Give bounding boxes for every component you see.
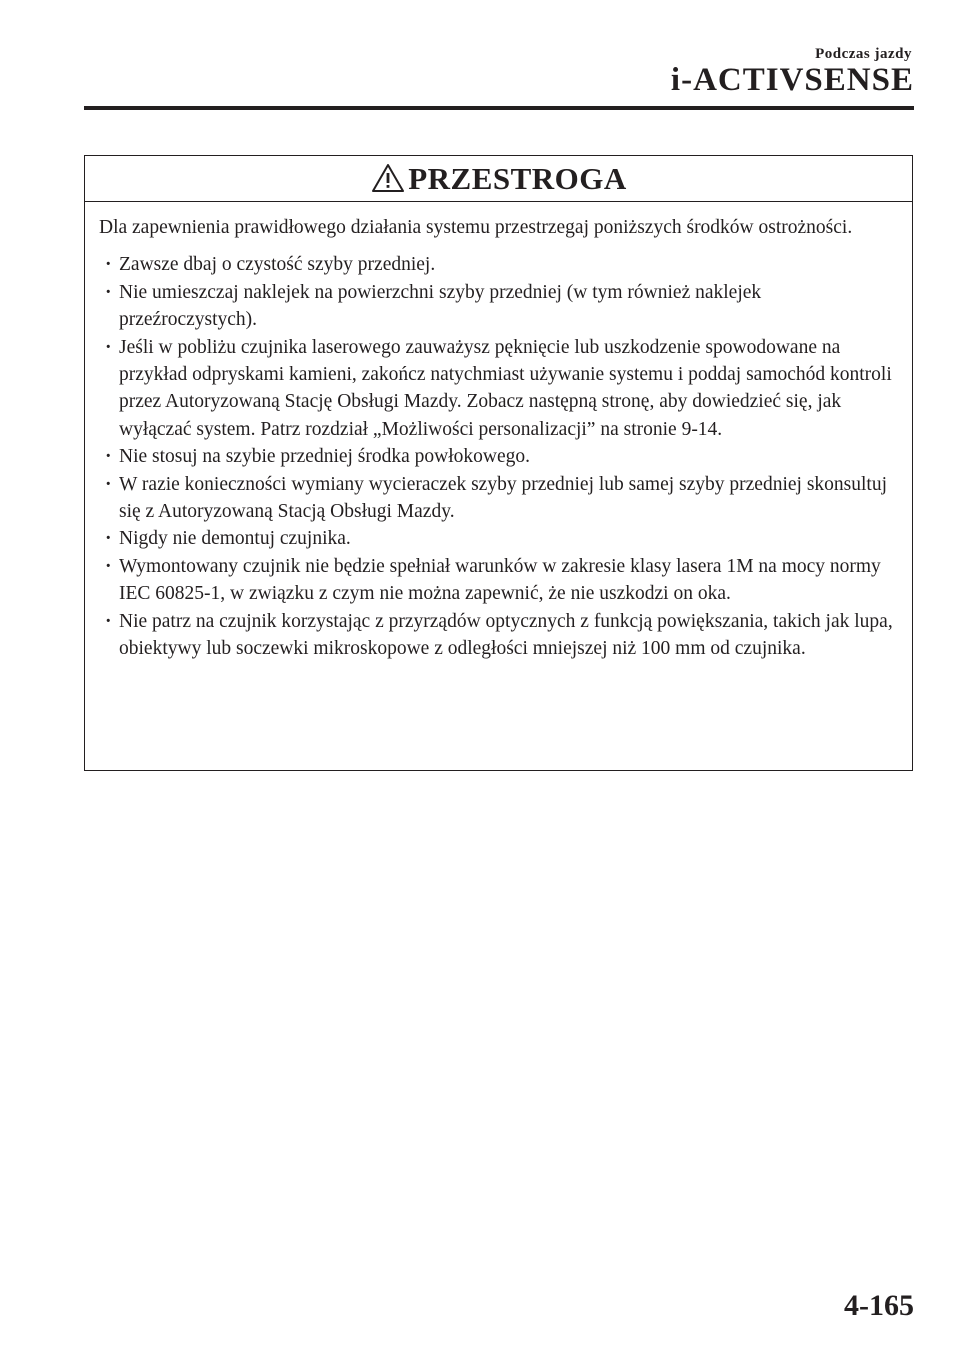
bullet: · (105, 336, 112, 358)
bullet: · (105, 473, 112, 495)
caution-list (99, 251, 898, 662)
list-item-text: Nie patrz na czujnik korzystając z przyrządów optycznych z funkcją powiększania, takich jak lupa, obiektywy lub soczewki mikroskopowe z odległości mniejszej niż 100 mm od czujnika. (119, 610, 893, 660)
list-item-text: Nie stosuj na szybie przedniej środka powłokowego. (119, 446, 531, 468)
list-item (99, 553, 898, 608)
page-number: 4-165 (844, 1289, 914, 1322)
list-item (99, 334, 898, 444)
bullet: · (105, 254, 112, 276)
caution-title: PRZESTROGA (408, 160, 627, 196)
chapter-title: i-ACTIVSENSE (670, 62, 914, 98)
list-item-text: Nie umieszczaj naklejek na powierzchni szyby przedniej (w tym również naklejek przeźroczystych). (119, 281, 762, 331)
list-item (99, 525, 898, 552)
caution-body (85, 202, 912, 663)
bullet: · (105, 610, 112, 632)
bullet: · (105, 281, 112, 303)
list-item (99, 279, 898, 334)
list-item-text: Zawsze dbaj o czystość szyby przedniej. (119, 254, 436, 276)
bullet: · (105, 555, 112, 577)
list-item-text: Nigdy nie demontuj czujnika. (119, 528, 351, 550)
warning-triangle-icon (370, 162, 406, 194)
section-label: Podczas jazdy (815, 46, 912, 62)
list-item (99, 251, 898, 278)
bullet: · (105, 446, 112, 468)
caution-box (84, 155, 913, 771)
caution-header (85, 156, 912, 202)
list-item (99, 443, 898, 470)
caution-intro: Dla zapewnienia prawidłowego działania systemu przestrzegaj poniższych środków ostrożności. (99, 217, 853, 238)
list-item (99, 471, 898, 526)
list-item-text: Jeśli w pobliżu czujnika laserowego zauważysz pęknięcie lub uszkodzenie spowodowane na przykład odpryskami kamieni, zakończ natychmiast używanie systemu i poddaj samochód kontroli przez Autoryzowaną Stację Obsługi Mazdy. Zobacz następną stronę, aby dowiedzieć się, jak wyłączać system. Patrz rozdział „Możliwości personalizacji” na stronie 9-14. (119, 336, 892, 440)
list-item-text: Wymontowany czujnik nie będzie spełniał warunków w zakresie klasy lasera 1M na mocy normy IEC 60825-1, w związku z czym nie można zapewnić, że nie uszkodzi on oka. (119, 555, 881, 605)
bullet: · (105, 528, 112, 550)
list-item-text: W razie konieczności wymiany wycieraczek szyby przedniej lub samej szyby przedniej skonsultuj się z Autoryzowaną Stacją Obsługi Mazdy. (119, 473, 888, 523)
list-item (99, 608, 898, 663)
header-rule (84, 106, 914, 110)
